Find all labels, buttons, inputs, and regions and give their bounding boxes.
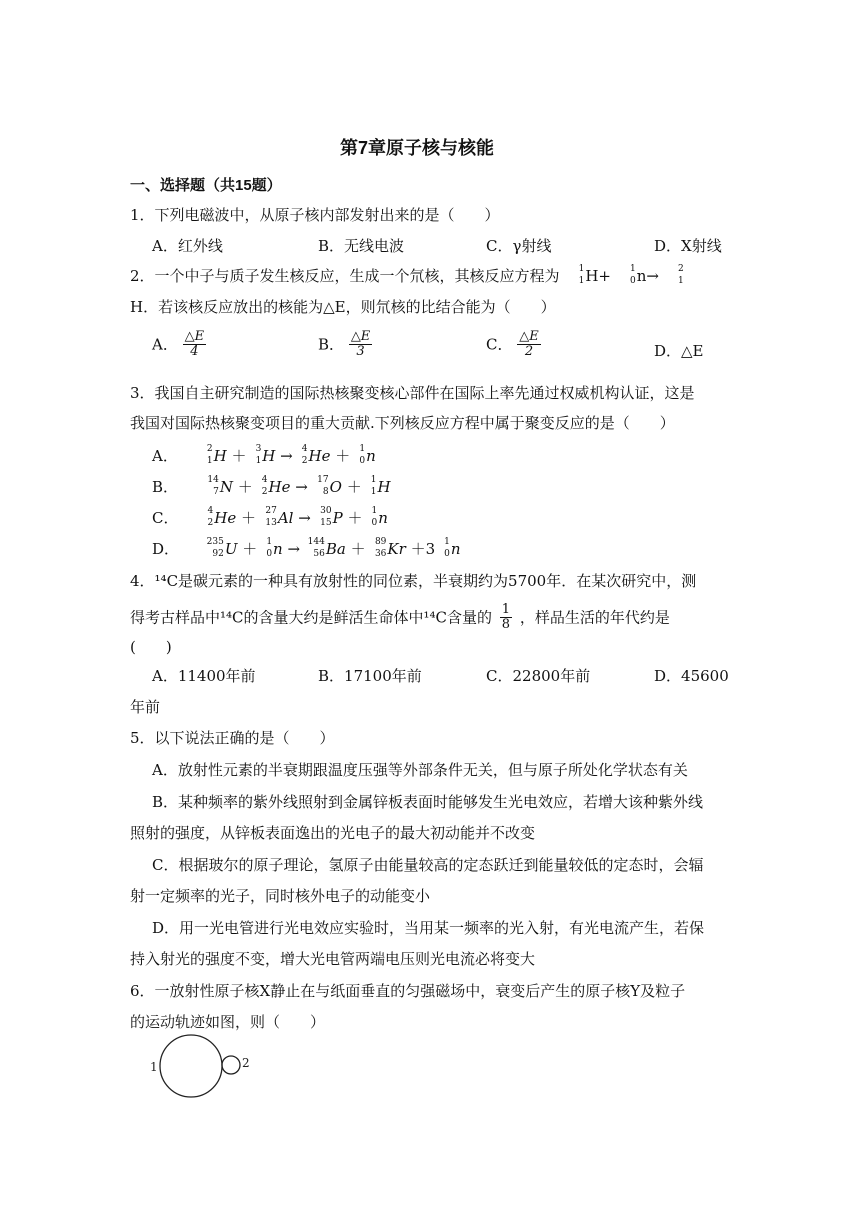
- section-title: 一、选择题（共15题）: [130, 177, 282, 194]
- q1-option-c[interactable]: C．γ射线: [486, 237, 552, 255]
- trajectory-diagram: [148, 1030, 268, 1106]
- trajectory-label-1: 1: [150, 1060, 158, 1074]
- q5-option-d-line1[interactable]: D．用一光电管进行光电效应实验时，当用某一频率的光入射，有光电流产生，若保: [152, 919, 705, 937]
- q4-option-a[interactable]: A．11400年前: [152, 667, 256, 685]
- q4-line3: ( ): [130, 638, 172, 656]
- q1-option-d[interactable]: D．X射线: [654, 237, 722, 255]
- q2-option-a[interactable]: A． $\frac{\triangle E}{4}$: [152, 329, 205, 359]
- q3-option-d[interactable]: D． 235 92 U ＋ 1 0 n → 144 56 Ba ＋ 89 36 Kr ＋3 1 0 n: [152, 537, 461, 559]
- q3-option-c[interactable]: C． 4 2 He ＋ 27 13 Al → 30 15 P ＋ 1 0 n: [152, 506, 388, 528]
- q4-option-b[interactable]: B．17100年前: [318, 667, 422, 685]
- q5-stem: 5．以下说法正确的是（ ）: [130, 729, 335, 747]
- q5-option-c-line2: 射一定频率的光子，同时核外电子的动能变小: [130, 887, 431, 905]
- q2-line2: H．若该核反应放出的核能为△E，则氘核的比结合能为（ ）: [130, 298, 556, 316]
- q4-option-c[interactable]: C．22800年前: [486, 667, 591, 685]
- q1-stem: 1．下列电磁波中，从原子核内部发射出来的是（ ）: [130, 206, 500, 224]
- q2-line1: 2．一个中子与质子发生核反应，生成一个氘核，其核反应方程为 1 1 H+ 1 0 n→ 2 1: [130, 264, 684, 286]
- q6-line1: 6．一放射性原子核X静止在与纸面垂直的匀强磁场中，衰变后产生的原子核Y及粒子: [130, 982, 686, 1000]
- q4-line2: 得考古样品中¹⁴C的含量大约是鲜活生命体中¹⁴C含量的 $\frac{1}{8}$ ，样品生活的年代约是: [130, 602, 670, 632]
- q2-eq-h: H+: [585, 267, 611, 285]
- q3-line1: 3．我国自主研究制造的国际热核聚变核心部件在国际上率先通过权威机构认证，这是: [130, 384, 695, 402]
- trajectory-label-2: 2: [242, 1056, 250, 1070]
- q5-option-b-line1[interactable]: B．某种频率的紫外线照射到金属锌板表面时能够发生光电效应，若增大该种紫外线: [152, 793, 704, 811]
- q5-option-c-line1[interactable]: C．根据玻尔的原子理论，氢原子由能量较高的定态跃迁到能量较低的定态时，会辐: [152, 856, 704, 874]
- q3-option-b[interactable]: B． 14 7 N ＋ 4 2 He → 17 8 O ＋ 1 1 H: [152, 475, 391, 497]
- q5-option-b-line2: 照射的强度，从锌板表面逸出的光电子的最大初动能并不改变: [130, 824, 536, 842]
- q3-line2: 我国对国际热核聚变项目的重大贡献.下列核反应方程中属于聚变反应的是（ ）: [130, 414, 675, 432]
- q6-line2: 的运动轨迹如图，则（ ）: [130, 1013, 326, 1031]
- q4-option-d-cont: 年前: [130, 698, 161, 716]
- q4-option-d[interactable]: D．45600: [654, 667, 729, 685]
- trajectory-circle-2: [222, 1056, 240, 1074]
- q5-option-a[interactable]: A．放射性元素的半衰期跟温度压强等外部条件无关，但与原子所处化学状态有关: [152, 761, 688, 779]
- page-title: 第7章原子核与核能: [340, 138, 495, 158]
- q1-option-b[interactable]: B．无线电波: [318, 237, 405, 255]
- q2-option-b[interactable]: B． $\frac{\triangle E}{3}$: [318, 329, 371, 359]
- q2-option-c[interactable]: C． $\frac{\triangle E}{2}$: [486, 329, 539, 359]
- q5-option-d-line2: 持入射光的强度不变，增大光电管两端电压则光电流必将变大: [130, 950, 536, 968]
- q2-eq-n: n→: [636, 267, 659, 285]
- q3-option-a[interactable]: A． 2 1 H ＋ 3 1 H → 4 2 He ＋ 1 0 n: [152, 444, 376, 466]
- trajectory-circle-1: [160, 1035, 222, 1097]
- q4-line1: 4．¹⁴C是碳元素的一种具有放射性的同位素，半衰期约为5700年．在某次研究中，测: [130, 572, 697, 590]
- q2-option-d[interactable]: D．△E: [654, 342, 704, 360]
- q1-option-a[interactable]: A．红外线: [152, 237, 223, 255]
